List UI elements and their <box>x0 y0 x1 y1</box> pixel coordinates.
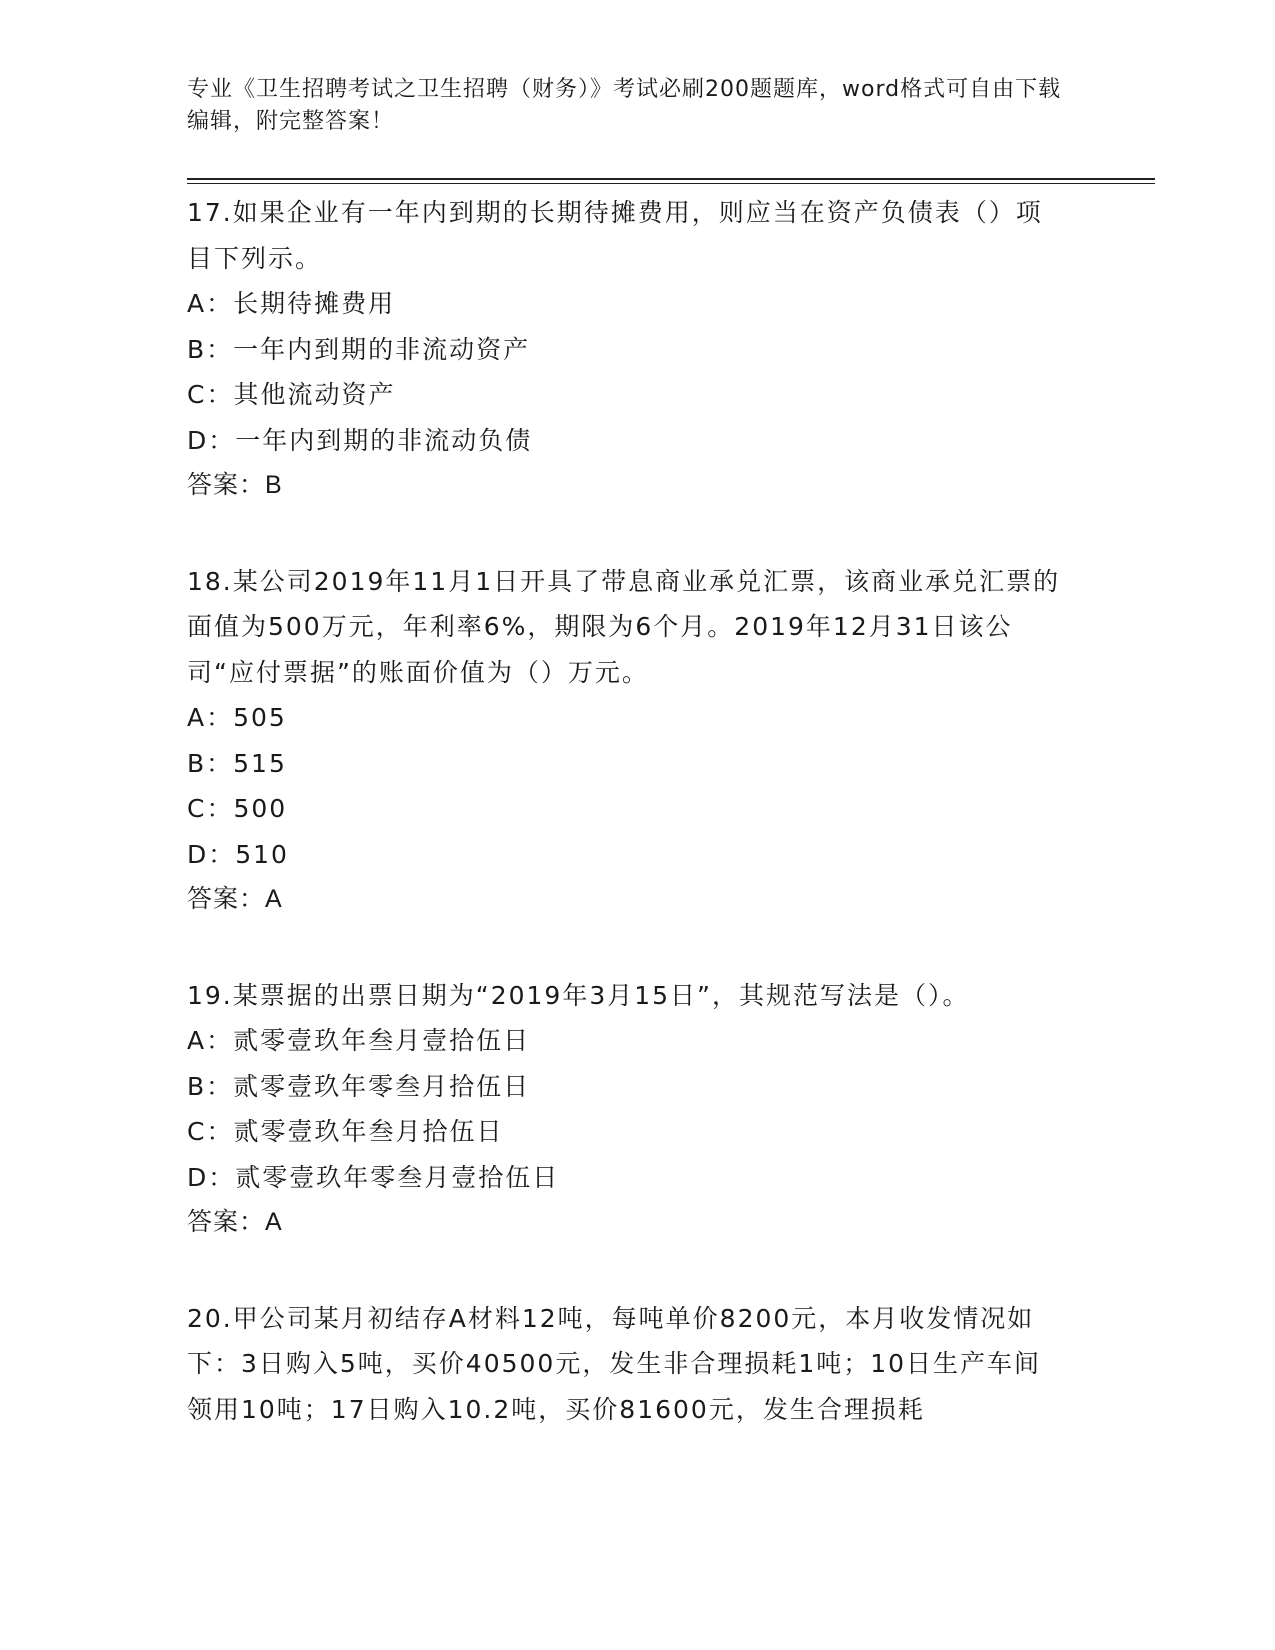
header-divider-thick <box>187 178 1155 180</box>
question-stem: 20.甲公司某月初结存A材料12吨，每吨单价8200元，本月收发情况如下：3日购入5吨，买价40500元，发生非合理损耗1吨；10日生产车间领用10吨；17日购入10.2吨，买价81600元，发生合理损耗 <box>187 1303 1042 1424</box>
option-b: B：贰零壹玖年零叁月拾伍日 <box>187 1071 531 1101</box>
question-20 <box>187 1296 1087 1433</box>
option-d: D：贰零壹玖年零叁月壹拾伍日 <box>187 1162 560 1192</box>
option-b: B：一年内到期的非流动资产 <box>187 334 531 364</box>
question-list <box>187 190 1087 1482</box>
option-c: C：贰零壹玖年叁月拾伍日 <box>187 1117 504 1146</box>
header-divider-thin <box>187 183 1155 184</box>
question-stem: 17.如果企业有一年内到期的长期待摊费用，则应当在资产负债表（）项目下列示。 <box>187 198 1043 273</box>
answer: 答案：B <box>187 471 283 499</box>
option-b: B：515 <box>187 748 287 778</box>
option-a: A：505 <box>187 703 287 732</box>
question-18 <box>187 559 1087 923</box>
question-17 <box>187 190 1087 509</box>
option-a: A：长期待摊费用 <box>187 289 396 318</box>
option-c: C：其他流动资产 <box>187 380 396 409</box>
question-stem: 19.某票据的出票日期为“2019年3月15日”，其规范写法是（）。 <box>187 980 970 1010</box>
option-d: D：一年内到期的非流动负债 <box>187 425 533 455</box>
answer: 答案：A <box>187 885 283 913</box>
option-a: A：贰零壹玖年叁月壹拾伍日 <box>187 1026 531 1055</box>
answer: 答案：A <box>187 1208 283 1236</box>
question-19 <box>187 973 1087 1246</box>
option-c: C：500 <box>187 794 288 823</box>
question-stem: 18.某公司2019年11月1日开具了带息商业承兑汇票，该商业承兑汇票的面值为500万元，年利率6%，期限为6个月。2019年12月31日该公司“应付票据”的账面价值为（）万元。 <box>187 566 1061 687</box>
option-d: D：510 <box>187 839 289 869</box>
document-header: 专业《卫生招聘考试之卫生招聘（财务）》考试必刷200题题库，word格式可自由下载编辑，附完整答案！ <box>187 77 1062 134</box>
